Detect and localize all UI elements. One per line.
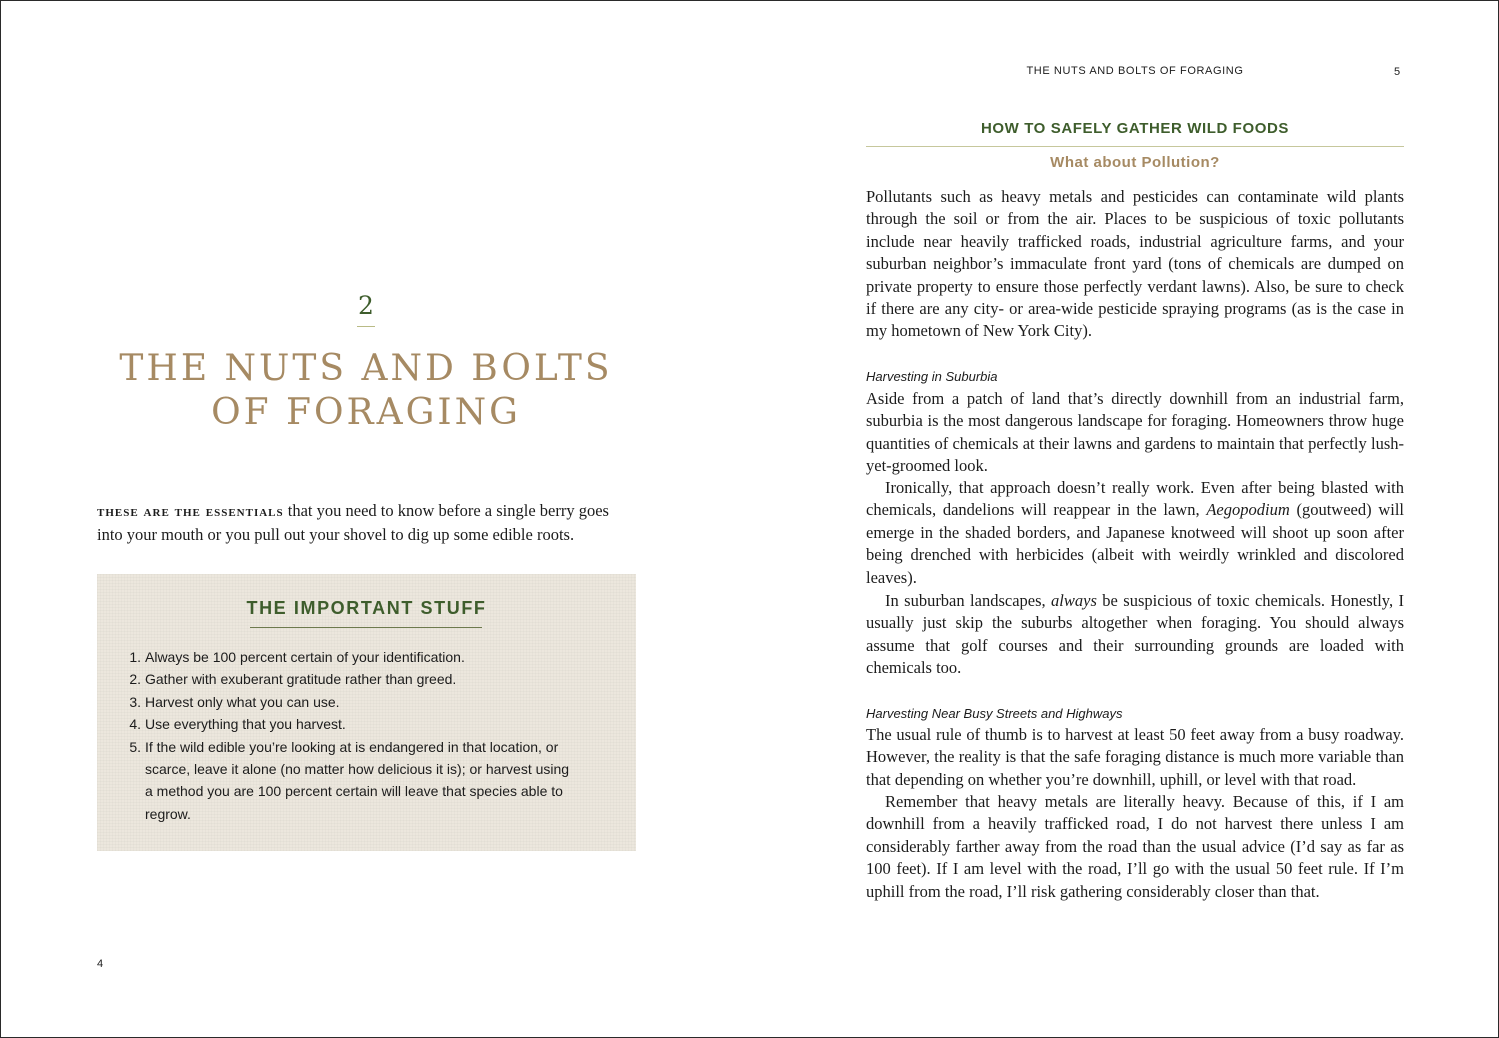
list-item (123, 646, 573, 668)
list-item-number: 4. (129, 716, 141, 733)
list-item-text: Harvest only what you can use. (145, 693, 340, 710)
intro-lead: these are the essentials (97, 503, 284, 520)
list-item-text: Use everything that you harvest. (145, 716, 346, 733)
paragraph-pollution: Pollutants such as heavy metals and pesticides can contaminate wild plants through the soil or from the air. Places to be suspicious of toxic pollutants include near heavily trafficked roads, industrial agriculture farms, and your suburban neighbor’s immaculate front yard (tons of chemicals are dumped on private property to ensure those perfectly verdant lawns). Also, be sure to check if there are any city- or area-wide pesticide spraying programs (as is the case in my hometown of New York City). (866, 187, 1404, 341)
sub-heading: What about Pollution? (1050, 154, 1220, 171)
italic-emphasis: always (1051, 591, 1097, 610)
section-heading: HOW TO SAFELY GATHER WILD FOODS (980, 120, 1290, 137)
paragraph-text: Ironically, that approach doesn’t really work. Even after being blasted with chemicals, dandelions will reappear in the lawn, (866, 478, 1404, 520)
list-item (123, 668, 573, 690)
list-item-number: 3. (129, 693, 141, 710)
paragraph-streets-1: The usual rule of thumb is to harvest at least 50 feet away from a busy roadway. However, the reality is that the safe foraging distance is much more variable than that depending on whether you’re downhill, uphill, or level with that road. (866, 725, 1404, 789)
paragraph-suburbia-3 (866, 590, 1404, 680)
chapter-number-rule (357, 326, 375, 327)
list-item-number: 1. (129, 649, 141, 665)
box-title-rule (250, 627, 482, 628)
run-in-heading-suburbia: Harvesting in Suburbia (866, 369, 998, 384)
intro-rest: that you need to know before a single berry goes into your mouth or you pull out your shovel to dig up some edible roots. (97, 501, 609, 544)
list-item (123, 713, 573, 735)
chapter-number: 2 (358, 291, 374, 320)
paragraph-text: (goutweed) will emerge in the shaded borders, and Japanese knotweed will shoot up soon after being drenched with herbicides (albeit with weirdly wrinkled and discolored leaves). (866, 500, 1404, 587)
paragraph-suburbia-1: Aside from a patch of land that’s directly downhill from an industrial farm, suburbia is the most dangerous landscape for foraging. Homeowners throw huge quantities of chemicals at their lawns and gardens to maintain that perfectly lush-yet-groomed look. (866, 389, 1404, 476)
list-item-number: 5. (129, 738, 141, 755)
list-item (123, 736, 573, 826)
list-item (123, 691, 573, 713)
chapter-title-line2: OF FORAGING (211, 392, 521, 433)
run-in-heading-streets: Harvesting Near Busy Streets and Highways (866, 706, 1123, 721)
paragraph-suburbia-2 (866, 477, 1404, 589)
section-rule (866, 146, 1404, 147)
list-item-text: Always be 100 percent certain of your identification. (145, 649, 465, 665)
paragraph-streets-2: Remember that heavy metals are literally heavy. Because of this, if I am downhill from a heavily trafficked road, I do not harvest there unless I am considerably farther away from the road than the usual advice (I’d say as far as 100 feet). If I am level with the road, I’ll go with the usual 50 feet rule. If I’m uphill from the road, I’ll risk gathering considerably closer than that. (866, 792, 1404, 901)
list-item-number: 2. (129, 671, 141, 688)
list-item-text: Gather with exuberant gratitude rather than greed. (145, 671, 457, 688)
running-head: THE NUTS AND BOLTS OF FORAGING (1026, 65, 1244, 77)
important-list (123, 646, 573, 825)
italic-term: Aegopodium (1206, 500, 1290, 520)
list-item-text: If the wild edible you’re looking at is endangered in that location, or scarce, leave it alone (no matter how delicious it is); or harvest using a method you are 100 percent certain will leave that species able to regrow. (145, 738, 570, 822)
paragraph-text: be suspicious of toxic chemicals. Honestly, I usually just skip the suburbs altogether when foraging. You should always assume that golf courses and their surrounding grounds are loaded with chemicals too. (866, 591, 1404, 678)
chapter-title (97, 347, 635, 435)
chapter-title-line1: THE NUTS AND BOLTS (119, 348, 613, 389)
page-number-right: 5 (1394, 66, 1401, 78)
page-number-left: 4 (97, 958, 104, 970)
intro-paragraph (97, 500, 637, 546)
box-title: THE IMPORTANT STUFF (246, 598, 487, 618)
paragraph-text: In suburban landscapes, (885, 591, 1052, 610)
important-stuff-box (97, 574, 636, 851)
